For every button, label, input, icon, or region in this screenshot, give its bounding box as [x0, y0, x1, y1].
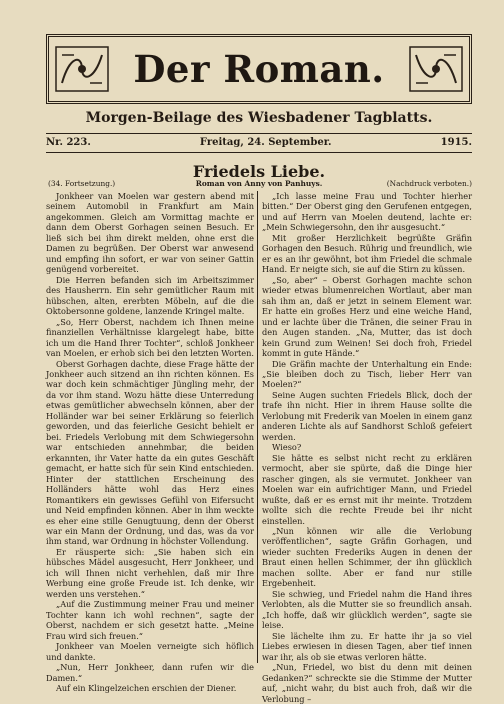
paragraph: Er räusperte sich: „Sie haben sich ein hübsches Mädel ausgesucht, Herr Jonkheer, und ich will Ihnen nicht verhehlen, daß mir Ihre Werbung eine große Freude ist. Ich denke, wir werden uns verstehen.“	[46, 546, 254, 599]
paragraph: Oberst Gorhagen dachte, diese Frage hätte der Jonkheer auch sitzend an ihn richten können. Es war doch kein schmächtiger Jüngling mehr, der da vor ihm stand. Wozu hätte diese Unterredung etwas gemütlicher abwechseln können, aber der Holländer war bei seiner Erklärung so feierlich geworden, und das feierliche Gesicht behielt er bei. Friedels Verlobung mit dem Schwiegersohn war entschieden annehmbar, die beiden erkannten, ihr Vater hatte da ein gutes Geschäft gemacht, er hatte sich für sein Kind entschieden. Hinter der stattlichen Erscheinung des Holländers hätte wohl das Herz eines Romantikers ein gewisses Gefühl von Eifersucht und Neid empfinden können. Aber in ihm weckte es eher eine stille Genugtuung, denn der Oberst war ein Mann der Ordnung, und das, was da vor ihm stand, war Ordnung in höchster Vollendung.	[46, 358, 254, 547]
paragraph: Die Herren befanden sich im Arbeitszimmer des Hausherrn. Ein sehr gemütlicher Raum mit hübschen, alten, ererbten Möbeln, auf die die Oktobersonne goldene, lanzende Kringel malte.	[46, 274, 254, 317]
dateline	[46, 137, 472, 148]
masthead-banner	[46, 34, 472, 104]
dateline-bottom-rule	[46, 152, 472, 153]
paragraph: „Nun, Friedel, wo bist du denn mit deinen Gedanken?“ schreckte sie die Stimme der Mutter auf, „nicht wahr, du bist auch froh, daß wir die Verlobung –	[262, 662, 472, 704]
left-ornament-icon	[49, 41, 115, 97]
masthead-subtitle: Morgen-Beilage des Wiesbadener Tagblatts.	[85, 110, 433, 126]
story-author: Roman von Anny von Panhuys.	[195, 179, 323, 188]
continuation-note: (34. Fortsetzung.)	[48, 179, 116, 188]
paragraph: Jonkheer van Moelen verneigte sich höflich und dankte.	[46, 641, 254, 662]
paragraph: Seine Augen suchten Friedels Blick, doch der trafe ihn nicht. Hier in ihrem Hause sollte die Verlobung mit Frederik van Moelen in einem ganz anderen Lichte als auf Sandhorst Schloß gefeiert werden.	[262, 389, 472, 442]
masthead-title: Der Roman.	[133, 46, 385, 91]
article-columns	[46, 191, 472, 704]
right-ornament-icon	[403, 41, 469, 97]
paragraph: Sie lächelte ihm zu. Er hatte ihr ja so viel Liebes erwiesen in diesen Tagen, aber tief innen war ihr, als ob sie etwas verloren hätte.	[262, 630, 472, 662]
paragraph: Sie hätte es selbst nicht recht zu erklären vermocht, aber sie spürte, daß die Dinge hier rascher gingen, als sie vermutet. Jonkheer van Moelen war ein aufrichtiger Mann, und Friedel wußte, daß er es ernst mit ihr meinte. Trotzdem wollte sich die rechte Freude bei ihr nicht einstellen.	[262, 452, 472, 526]
issue-year: 1915.	[440, 137, 472, 148]
paragraph: Mit großer Herzlichkeit begrüßte Gräfin Gorhagen den Besuch. Rührig und freundlich, wie er es an ihr gewöhnt, bot ihm Friedel die schmale Hand. Er neigte sich, sie auf die Stirn zu küssen.	[262, 232, 472, 275]
paragraph: Jonkheer van Moelen war gestern abend mit seinem Automobil in Frankfurt am Main angekommen. Gleich am Vormittag machte er dann dem Oberst Gorhagen seinen Besuch. Er ließ sich bei ihm direkt melden, ohne erst die Damen zu begrüßen. Der Oberst war anwesend und empfing ihn sofort, er war von seiner Gattin genügend vorbereitet.	[46, 191, 254, 275]
issue-date: Freitag, 24. September.	[199, 137, 332, 148]
paragraph: „Nun, Herr Jonkheer, dann rufen wir die Damen.“	[46, 662, 254, 683]
left-column	[46, 191, 254, 694]
paragraph: „Auf die Zustimmung meiner Frau und meiner Tochter kann ich wohl rechnen“, sagte der Oberst, nachdem er sich gesetzt hatte. „Meine Frau wird sich freuen.“	[46, 599, 254, 641]
right-column	[262, 191, 472, 704]
paragraph: Sie schwieg, und Friedel nahm die Hand ihres Verlobten, als die Mutter sie so freundlich ansah. „Ich hoffe, daß wir glücklich werden“, sagte sie leise.	[262, 588, 472, 631]
paragraph: „Ich lasse meine Frau und Tochter hierher bitten.“ Der Oberst ging den Gerufenen entgegen, und auf Herrn van Moelen deutend, lachte er: „Mein Schwiegersohn, den ihr ausgesucht.“	[262, 191, 472, 233]
story-title: Friedels Liebe.	[192, 162, 326, 181]
reprint-notice: (Nachdruck verboten.)	[386, 179, 472, 188]
dateline-top-rule	[46, 133, 472, 134]
issue-number: Nr. 223.	[46, 137, 91, 148]
paragraph: Die Gräfin machte der Unterhaltung ein Ende: „Sie bleiben doch zu Tisch, lieber Herr van Moelen?“	[262, 358, 472, 390]
paragraph: Wieso?	[272, 442, 302, 453]
paragraph: „Nun können wir alle die Verlobung veröffentlichen“, sagte Gräfin Gorhagen, und wieder suchten Frederiks Augen in denen der Braut einen hellen Schimmer, der ihn glücklich machen sollte. Aber er fand nur stille Ergebenheit.	[262, 526, 472, 589]
paragraph: Auf ein Klingelzeichen erschien der Diener.	[56, 683, 237, 694]
paragraph: „So, Herr Oberst, nachdem ich Ihnen meine finanziellen Verhältnisse klargelegt habe, bitte ich um die Hand Ihrer Tochter“, schloß Jonkheer van Moelen, er erhob sich bei den letzten Worten.	[46, 316, 254, 359]
paragraph: „So, aber“ – Oberst Gorhagen machte schon wieder etwas blumenreichen Wortlaut, aber man sah ihm an, daß er jetzt in seinem Element war. Er hatte ein großes Herz und eine weiche Hand, und er lachte über die Tränen, die seiner Frau in den Augen standen. „Na, Mutter, das ist doch kein Grund zum Weinen! Sei doch froh, Friedel kommt in gute Hände.“	[262, 274, 472, 359]
